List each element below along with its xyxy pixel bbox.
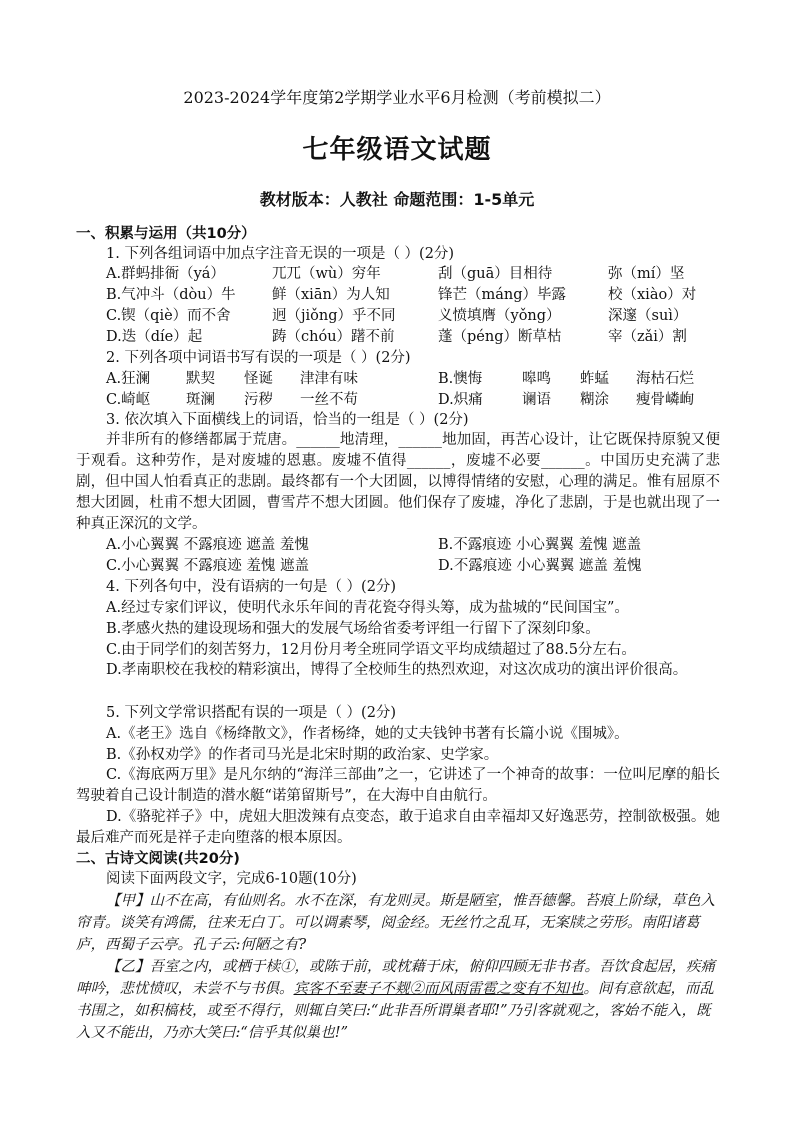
q1-option: C.锲（qiè）而不舍 — [106, 308, 231, 324]
passage-b-text-cont: 。间有意欲起，而乱书围之，如积槁枝，或至不得行，则辄自笑曰:“此非吾所谓巢者耶!”乃引客就观之，客始不能入，既入又不能出，乃亦大笑曰:“信乎其似巢也!” — [76, 981, 714, 1041]
section-heading: 二、古诗文阅读(共20分) — [76, 851, 240, 867]
q2-option: 谰语 — [522, 392, 551, 408]
q4-option: A.经过专家们评议，使明代永乐年间的青花瓷夺得头筹，成为盐城的“民间国宝”。 — [106, 600, 629, 616]
q2-option: C.崎岖 — [106, 392, 151, 408]
q2-option: 一丝不苟 — [300, 392, 358, 408]
q1-option: 校（xiào）对 — [608, 287, 697, 303]
q2-option: B.懊悔 — [438, 371, 483, 387]
q5-option: C.《海底两万里》是凡尔纳的“海洋三部曲”之一，它讲述了一个神奇的故事：一位叫尼摩的船长驾驶着自己设计制造的潜水艇“诺第留斯号”，在大海中自由航行。 — [76, 767, 720, 804]
q1-option: 弥（mí）坚 — [608, 266, 685, 282]
passage-a: 【甲】山不在高，有仙则名。水不在深，有龙则灵。斯是陋室，惟吾德馨。苔痕上阶绿，草色入帘青。谈笑有鸿儒，往来无白丁。可以调素琴，阅金经。无丝竹之乱耳，无案牍之劳形。南阳诸葛庐，西蜀子云亭。孔子云:何陋之有? — [76, 893, 715, 953]
q2-option: 斑澜 — [186, 392, 215, 408]
q1-option: A.群蚂排衙（yá） — [106, 266, 225, 282]
question-stem: 5. 下列文学常识搭配有误的一项是（ ）(2分) — [106, 705, 397, 721]
passage-b-text: 【乙】吾室之内，或栖于椟①，或陈于前，或枕藉于床，俯仰四顾无非书者。吾饮食起居，疾痛呻吟，悲忧愤叹，未尝不与书俱。 — [76, 959, 715, 997]
q4-option: C.由于同学们的刻苦努力，12月份月考全班同学语文平均成绩超过了88.5分左右。 — [106, 642, 636, 658]
q5-option: D.《骆驼祥子》中，虎妞大胆泼辣有点变态，敢于追求自由幸福却又好逸恶劳，控制欲极强。她最后难产而死是祥子走向堕落的根本原因。 — [76, 809, 720, 846]
q2-option: 海枯石烂 — [636, 371, 694, 387]
q2-option: D.炽痛 — [438, 392, 483, 408]
question-stem: 1. 下列各组词语中加点字注音无误的一项是（ ）(2分) — [106, 246, 455, 262]
question-stem: 2. 下列各项中词语书写有误的一项是（ ）(2分) — [106, 350, 411, 366]
q5-option: A.《老王》选自《杨绛散文》，作者杨绛，她的丈夫钱钟书著有长篇小说《围城》。 — [106, 726, 629, 742]
edition-info: 教材版本：人教社 命题范围：1-5单元 — [259, 190, 535, 209]
q1-option: 兀兀（wù）穷年 — [272, 266, 381, 282]
q1-option: 蓬（péng）断草枯 — [438, 329, 562, 345]
q1-option: 锋芒（máng）毕露 — [438, 287, 567, 303]
q2-option: 津津有味 — [300, 371, 358, 387]
section-heading: 一、积累与运用（共10分） — [76, 226, 256, 242]
q2-option: 默契 — [186, 371, 215, 387]
q2-option: 污秽 — [244, 392, 273, 408]
q1-option: 鲜（xiān）为人知 — [272, 287, 390, 303]
passage-b — [76, 956, 720, 1044]
q2-option: 怪诞 — [244, 371, 273, 387]
reading-intro: 阅读下面两段文字，完成6-10题(10分) — [106, 871, 357, 887]
q1-option: D.迭（díe）起 — [106, 329, 203, 345]
q1-option: 刮（guā）目相待 — [438, 266, 553, 282]
q1-option: B.气冲斗（dòu）牛 — [106, 287, 236, 303]
q3-option: A.小心翼翼 不露痕迹 遮盖 羞愧 — [106, 537, 309, 553]
exam-header: 2023-2024学年度第2学期学业水平6月检测（考前模拟二） — [183, 88, 611, 107]
q3-option: D.不露痕迹 小心翼翼 遮盖 羞愧 — [438, 558, 642, 574]
q1-option: 踌（chóu）躇不前 — [272, 329, 395, 345]
q5-option: B.《孙权劝学》的作者司马光是北宋时期的政治家、史学家。 — [106, 747, 499, 763]
q4-option: D.孝南职校在我校的精彩演出，博得了全校师生的热烈欢迎，对这次成功的演出评价很高。 — [106, 662, 688, 678]
q1-option: 迥（jiǒng）乎不同 — [272, 308, 396, 324]
q3-option: C.小心翼翼 不露痕迹 羞愧 遮盖 — [106, 558, 310, 574]
q3-passage: 并非所有的修缮都属于荒唐。______地清理，______地加固，再苦心设计，让它既保持原貌又便于观看。这种劳作，是对废墟的恩惠。废墟不值得______，废墟不必要______。中国历史充满了悲剧，但中国人怕看真正的悲剧。最终都有一个大团圆，以博得情绪的安慰，心理的满足。惟有屈原不想大团圆，杜甫不想大团圆，曹雪芹不想大团圆。他们保存了废墟，净化了悲剧，于是也就出现了一种真正深沉的文学。 — [76, 432, 720, 532]
q2-option: 瘦骨嶙峋 — [636, 392, 694, 408]
q2-option: 糊涂 — [580, 392, 609, 408]
question-stem: 4. 下列各句中，没有语病的一句是（ ）(2分) — [106, 579, 397, 595]
q1-option: 宰（zǎi）割 — [608, 329, 687, 345]
q3-option: B.不露痕迹 小心翼翼 羞愧 遮盖 — [438, 537, 642, 553]
question-stem: 3. 依次填入下面横线上的词语，恰当的一组是（ ）(2分) — [106, 412, 469, 428]
q1-option: 深邃（suì） — [608, 308, 688, 324]
q2-option: A.狂澜 — [106, 371, 151, 387]
q1-option: 义愤填膺（yǒng） — [438, 308, 561, 324]
q4-option: B.孝感火热的建设现场和强大的发展气场给省委考评组一行留下了深刻印象。 — [106, 621, 600, 637]
q2-option: 蚱蜢 — [580, 371, 609, 387]
page-title: 七年级语文试题 — [302, 135, 492, 165]
passage-b-underlined: 宾客不至妻子不觌②而风雨雷雹之变有不知也 — [293, 981, 584, 997]
q2-option: 嗥鸣 — [522, 371, 551, 387]
